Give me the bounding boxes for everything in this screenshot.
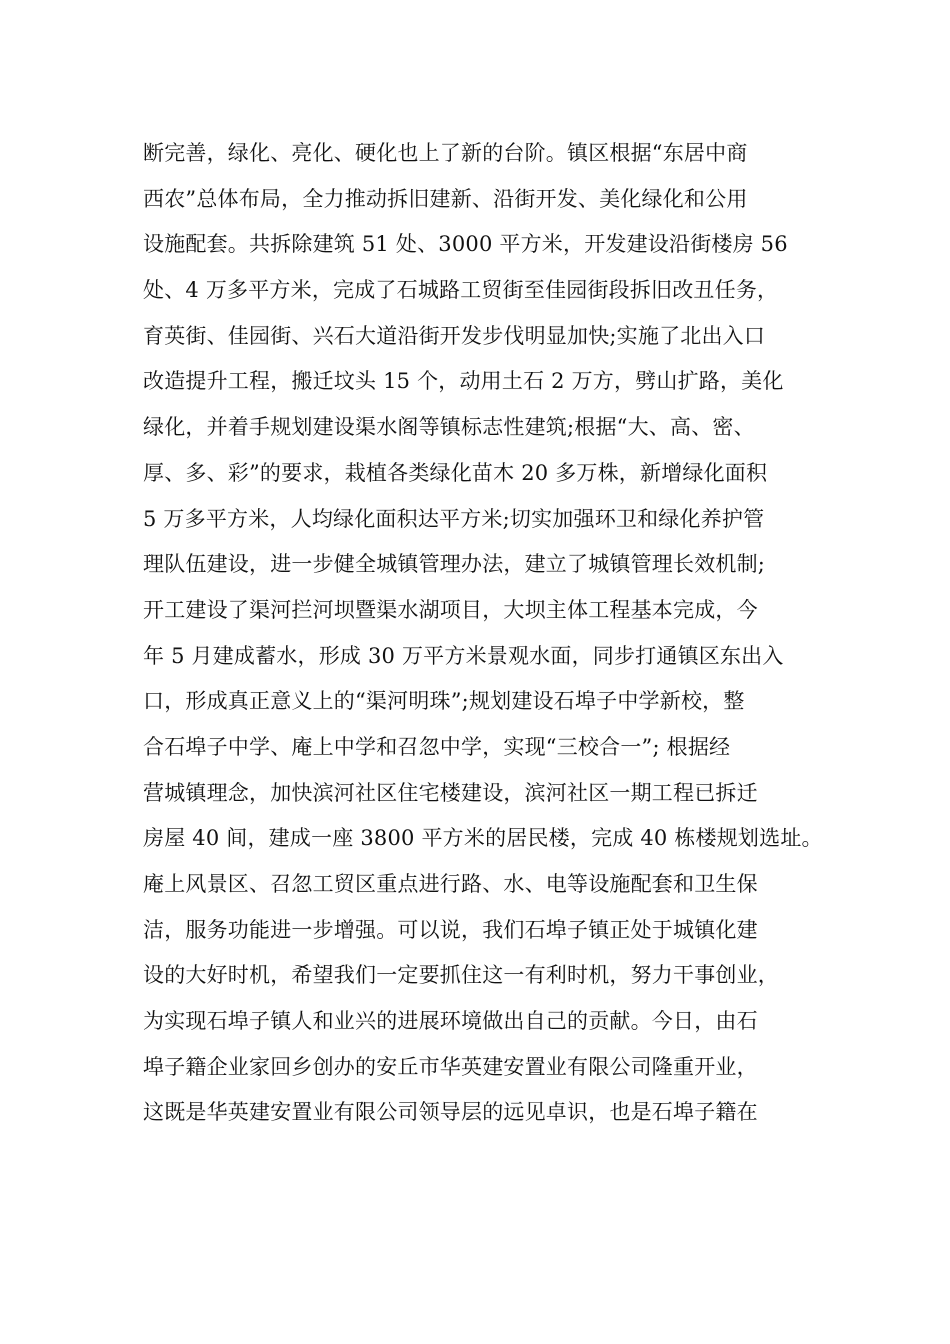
text-line: 庵上风景区、召忽工贸区重点进行路、水、电等设施配套和卫生保 [143, 872, 758, 896]
text-line: 营城镇理念，加快滨河社区住宅楼建设，滨河社区一期工程已拆迁 [143, 780, 758, 805]
text-line: 设施配套。共拆除建筑 51 处、3000 平方米，开发建设沿街楼房 56 [143, 232, 788, 257]
text-line: 年 5 月建成蓄水，形成 30 万平方米景观水面，同步打通镇区东出入 [143, 643, 784, 668]
text-line: 这既是华英建安置业有限公司领导层的远见卓识，也是石埠子籍在 [143, 1100, 758, 1125]
text-line: 育英街、佳园街、兴石大道沿街开发步伐明显加快;实施了北出入口 [143, 323, 766, 348]
text-line: 埠子籍企业家回乡创办的安丘市华英建安置业有限公司隆重开业， [143, 1054, 758, 1079]
text-line: 西农”总体布局，全力推动拆旧建新、沿街开发、美化绿化和公用 [143, 186, 748, 211]
text-line: 洁，服务功能进一步增强。可以说，我们石埠子镇正处于城镇化建 [143, 917, 758, 942]
text-line: 5 万多平方米，人均绿化面积达平方米;切实加强环卫和绿化养护管 [143, 506, 765, 531]
text-line: 口，形成真正意义上的“渠河明珠”;规划建设石埠子中学新校，整 [143, 689, 745, 714]
text-line: 设的大好时机，希望我们一定要抓住这一有利时机，努力干事创业， [143, 963, 779, 988]
text-line: 为实现石埠子镇人和业兴的进展环境做出自己的贡献。今日，由石 [143, 1009, 758, 1034]
text-line: 断完善，绿化、亮化、硬化也上了新的台阶。镇区根据“东居中商 [143, 141, 748, 165]
text-line: 理队伍建设，进一步健全城镇管理办法，建立了城镇管理长效机制; [143, 552, 766, 577]
text-line: 房屋 40 间，建成一座 3800 平方米的居民楼，完成 40 栋楼规划选址。 [143, 826, 823, 851]
text-line: 合石埠子中学、庵上中学和召忽中学，实现“三校合一”; 根据经 [143, 734, 731, 759]
text-line: 绿化，并着手规划建设渠水阁等镇标志性建筑;根据“大、高、密、 [143, 415, 755, 440]
text-line: 厚、多、彩”的要求，栽植各类绿化苗木 20 多万株，新增绿化面积 [143, 460, 768, 485]
text-line: 开工建设了渠河拦河坝暨渠水湖项目，大坝主体工程基本完成，今 [143, 597, 758, 622]
text-line: 处、4 万多平方米，完成了石城路工贸街至佳园街段拆旧改丑任务， [143, 278, 779, 303]
text-line: 改造提升工程，搬迁坟头 15 个，动用土石 2 万方，劈山扩路，美化 [143, 369, 784, 394]
body-text [143, 131, 823, 1136]
